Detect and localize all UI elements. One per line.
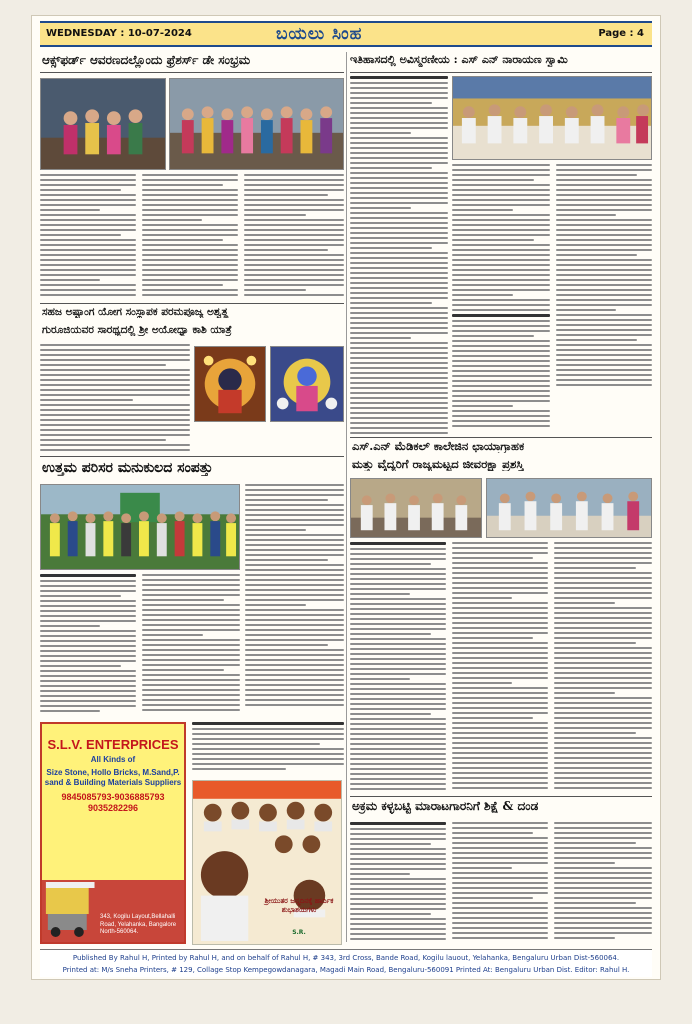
- medical-body-col3: [554, 542, 652, 790]
- birthday-greeting-ad: [192, 780, 342, 945]
- oxford-body-col1: [40, 174, 136, 300]
- ad-products: Size Stone, Hollo Bricks, M.Sand,P. sand & Building Materials Suppliers: [44, 767, 182, 787]
- ad-address: 343, Kogilu Layout,Bellahalli Road, Yelahanka, Bangalore North-560064.: [100, 914, 177, 935]
- ad-brand-name: S.L.V. ENTERPRICES: [42, 724, 184, 752]
- greeting-caption: ಶ್ರೀಯುತರ ಜನ್ಮದಿನಕ್ಕೆ ಹಾರ್ದಿಕ ಶುಭಾಶಯಗಳು: [264, 897, 334, 914]
- ad-all-kinds: All Kinds of: [90, 754, 136, 764]
- sahaja-photo-left: [194, 346, 266, 422]
- headline-underline: [40, 72, 344, 73]
- oxford-body-col3: [244, 174, 344, 300]
- section-divider: [40, 456, 344, 457]
- headline-underline: [350, 72, 652, 73]
- sahaja-body: [40, 344, 190, 454]
- masthead: [40, 21, 652, 47]
- greeting-portraits: [193, 781, 341, 944]
- greeting-from: S.R.: [292, 929, 306, 936]
- ad-phone-2: 9035282296: [87, 802, 139, 813]
- environment-body-col2: [142, 574, 240, 718]
- medical-body-col1: [350, 542, 446, 790]
- environment-body-col-side: [245, 484, 344, 718]
- section-divider: [40, 303, 344, 304]
- crime-body-col1: [350, 822, 446, 944]
- history-photo: [452, 76, 652, 160]
- ad-phone-1: 9845085793-9036885793: [61, 791, 165, 802]
- history-body-col3: [556, 164, 652, 434]
- issue-date: WEDNESDAY : 10-07-2024: [46, 28, 192, 39]
- sahaja-headline-1: ಸಹಜ ಅಷ್ಟಾಂಗ ಯೋಗ ಸಂಸ್ಥಾಪಕ ಪರಮಪೂಜ್ಯ ಅಶ್ವತ್ಥ: [42, 306, 229, 318]
- section-divider: [350, 796, 652, 797]
- oxford-headline: ಆಕ್ಸ್‌ಫರ್ಡ್ ಆವರಣದಲ್ಲೊಂದು ಫ್ರೆಶರ್ಸ್ ಡೇ ಸಂಭ್ರಮ: [42, 54, 251, 67]
- environment-body-col1: [40, 574, 136, 718]
- medical-photo-left: [350, 478, 482, 538]
- medical-headline-1: ಎಸ್.ಎನ್ ಮೆಡಿಕಲ್ ಕಾಲೇಜಿನ ಛಾಯಾಗ್ರಾಹಕ: [352, 440, 525, 453]
- crime-body-col3: [554, 822, 652, 944]
- local-news-body: [192, 722, 344, 776]
- newspaper-title: ಬಯಲು ಸಿಂಹ: [276, 24, 363, 44]
- environment-headline: ಉತ್ತಮ ಪರಿಸರ ಮನುಕುಲದ ಸಂಪತ್ತು: [42, 460, 213, 476]
- crime-body-col2: [452, 822, 548, 944]
- section-divider: [350, 437, 652, 438]
- oxford-photo-left: [40, 78, 166, 170]
- sahaja-photo-right: [270, 346, 344, 422]
- history-body-col2: [452, 164, 550, 434]
- medical-body-col2: [452, 542, 548, 790]
- page-number: Page : 4: [598, 28, 644, 39]
- history-intro-col: [350, 76, 448, 434]
- oxford-body-col2: [142, 174, 238, 300]
- oxford-photo-right: [169, 78, 344, 170]
- crime-headline: ಅಕ್ರಮ ಕಳ್ಳಬಟ್ಟಿ ಮಾರಾಟಗಾರನಿಗೆ ಶಿಕ್ಷೆ & ದಂಡ: [352, 800, 539, 813]
- column-divider: [346, 52, 347, 942]
- sahaja-headline-2: ಗುರೂಜಿಯವರ ಸಾರಥ್ಯದಲ್ಲಿ ಶ್ರೀ ಅಯೋಧ್ಯಾ ಕಾಶಿ ಯಾತ್ರೆ: [42, 324, 232, 336]
- environment-photo: [40, 484, 240, 570]
- slv-enterprises-ad: [40, 722, 186, 944]
- medical-photo-right: [486, 478, 652, 538]
- history-headline: ಇತಿಹಾಸದಲ್ಲಿ ಅವಿಸ್ಮರಣೀಯ : ಎಸ್ ಎನ್ ನಾರಾಯಣ ಸ್ವಾಮಿ: [350, 54, 568, 66]
- imprint-line-2: Printed at: M/s Sneha Printers, # 129, Collage Stop Kempegowdanagara, Magadi Main Road, Bengaluru-560091 Printed At: Bengaluru Urban Dist. Editor: Rahul H.: [62, 966, 630, 974]
- imprint-footer: [40, 949, 652, 977]
- imprint-line-1: Published By Rahul H, Printed by Rahul H, and on behalf of Rahul H, # 343, 3rd Cross, Bande Road, Kogilu lauout, Yelahanka, Bengaluru Urban Dist-560064.: [72, 954, 620, 962]
- medical-headline-2: ಮತ್ತು ವೈದ್ಯರಿಗೆ ರಾಜ್ಯಮಟ್ಟದ ಜೀವರಕ್ಷಾ ಪ್ರಶಸ್ತಿ: [352, 458, 524, 471]
